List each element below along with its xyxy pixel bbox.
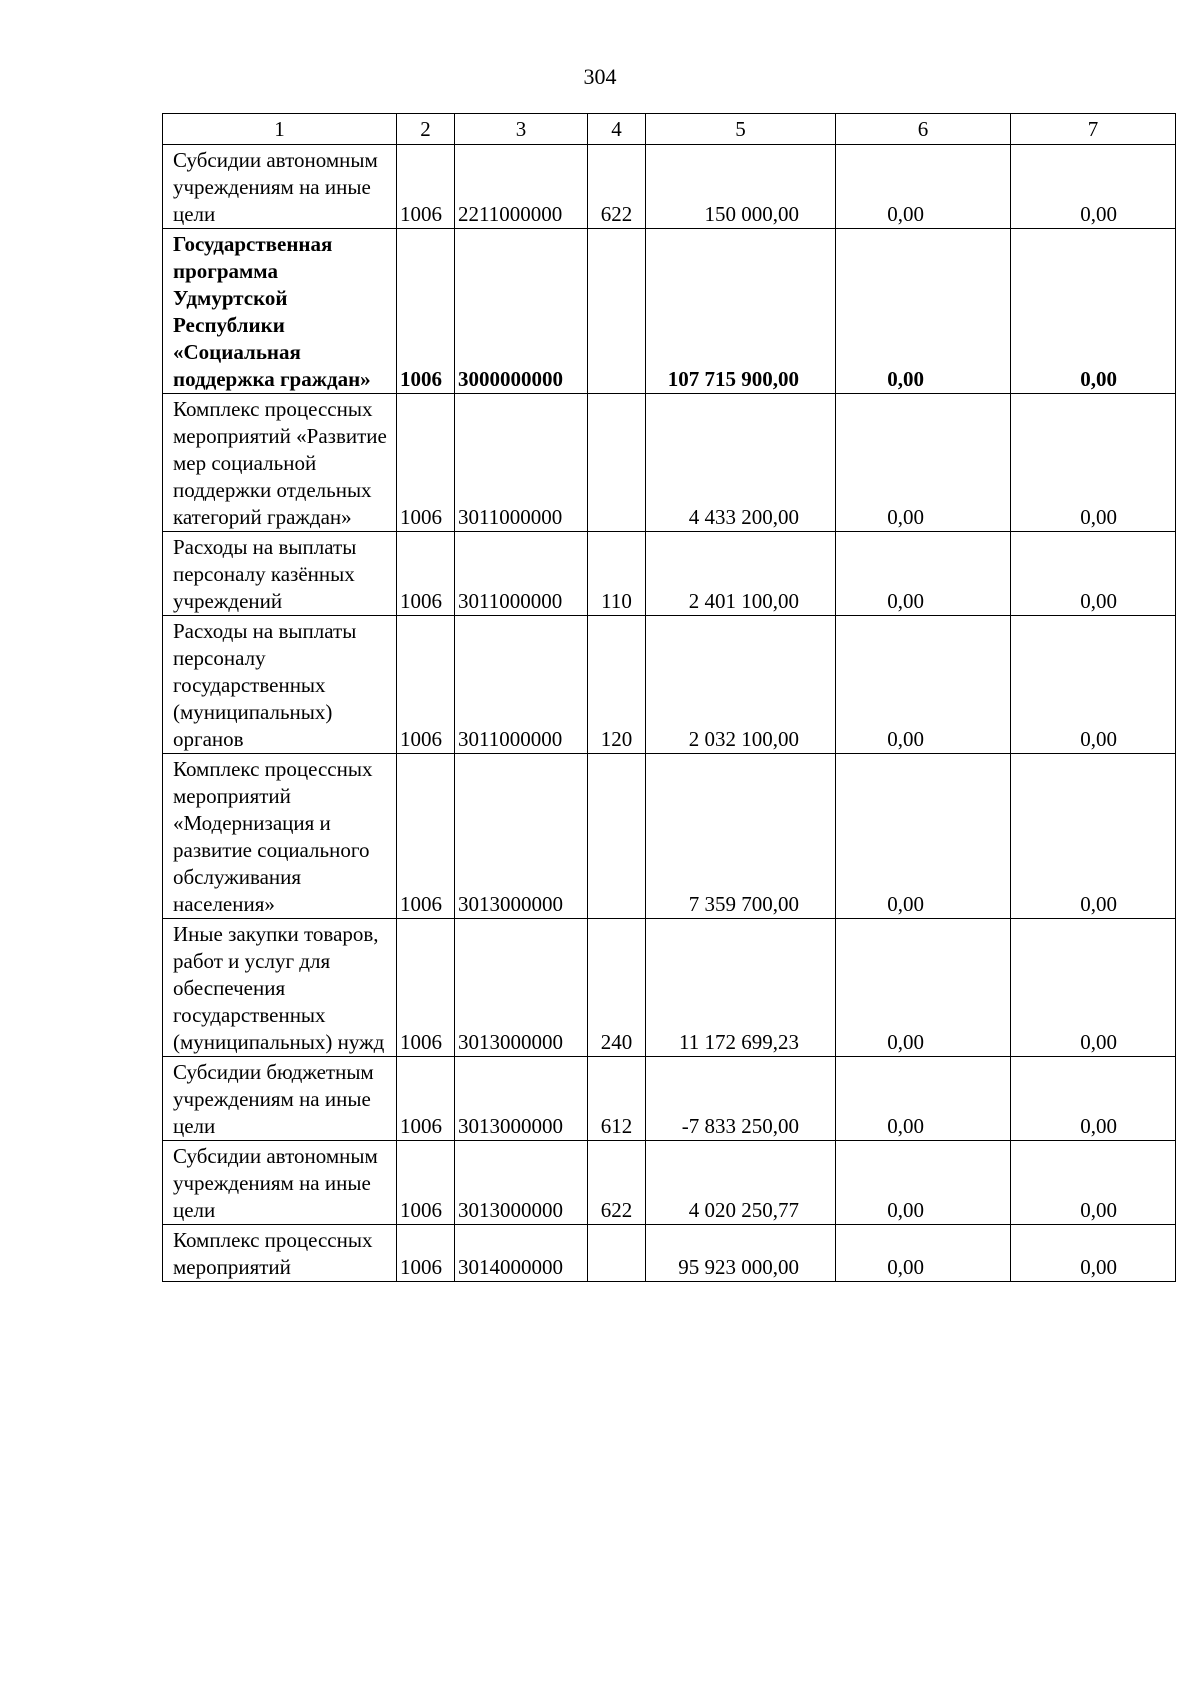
row-name: Комплекс процессных мероприятий «Развитие мер социальной поддержки отдельных категорий граждан» xyxy=(163,394,397,532)
row-target: 2211000000 xyxy=(455,145,588,229)
header-cell: 1 xyxy=(163,114,397,145)
row-target: 3011000000 xyxy=(455,532,588,616)
row-col5: 95 923 000,00 xyxy=(646,1225,836,1282)
row-target: 3011000000 xyxy=(455,394,588,532)
row-name: Комплекс процессных мероприятий xyxy=(163,1225,397,1282)
row-col6: 0,00 xyxy=(836,394,1011,532)
row-section: 1006 xyxy=(397,229,455,394)
table-row xyxy=(163,1225,1176,1282)
row-col6: 0,00 xyxy=(836,229,1011,394)
row-col7: 0,00 xyxy=(1011,1141,1176,1225)
header-cell: 6 xyxy=(836,114,1011,145)
table-row xyxy=(163,394,1176,532)
row-col6: 0,00 xyxy=(836,919,1011,1057)
header-cell: 2 xyxy=(397,114,455,145)
row-section: 1006 xyxy=(397,532,455,616)
row-col5: 2 401 100,00 xyxy=(646,532,836,616)
table-row xyxy=(163,532,1176,616)
row-section: 1006 xyxy=(397,1141,455,1225)
table-row xyxy=(163,1057,1176,1141)
row-col7: 0,00 xyxy=(1011,616,1176,754)
row-col5: -7 833 250,00 xyxy=(646,1057,836,1141)
row-target: 3013000000 xyxy=(455,1057,588,1141)
row-col5: 2 032 100,00 xyxy=(646,616,836,754)
row-target: 3014000000 xyxy=(455,1225,588,1282)
header-cell: 4 xyxy=(588,114,646,145)
row-col7: 0,00 xyxy=(1011,145,1176,229)
row-name: Расходы на выплаты персоналу казённых учреждений xyxy=(163,532,397,616)
table-row xyxy=(163,229,1176,394)
header-row xyxy=(163,114,1176,145)
row-type: 120 xyxy=(588,616,646,754)
row-name: Иные закупки товаров, работ и услуг для обеспечения государственных (муниципальных) нужд xyxy=(163,919,397,1057)
row-target: 3013000000 xyxy=(455,754,588,919)
row-col6: 0,00 xyxy=(836,1225,1011,1282)
header-cell: 7 xyxy=(1011,114,1176,145)
row-type xyxy=(588,229,646,394)
table-row xyxy=(163,616,1176,754)
row-col5: 107 715 900,00 xyxy=(646,229,836,394)
row-name: Субсидии бюджетным учреждениям на иные цели xyxy=(163,1057,397,1141)
row-col7: 0,00 xyxy=(1011,394,1176,532)
row-section: 1006 xyxy=(397,1057,455,1141)
row-section: 1006 xyxy=(397,754,455,919)
row-target: 3000000000 xyxy=(455,229,588,394)
row-type: 612 xyxy=(588,1057,646,1141)
page-number: 304 xyxy=(583,64,617,89)
row-type: 622 xyxy=(588,145,646,229)
row-col7: 0,00 xyxy=(1011,532,1176,616)
row-target: 3013000000 xyxy=(455,1141,588,1225)
row-name: Комплекс процессных мероприятий «Модернизация и развитие социального обслуживания населения» xyxy=(163,754,397,919)
row-type: 240 xyxy=(588,919,646,1057)
row-type xyxy=(588,394,646,532)
row-name: Субсидии автономным учреждениям на иные цели xyxy=(163,1141,397,1225)
header-cell: 3 xyxy=(455,114,588,145)
table-row xyxy=(163,919,1176,1057)
row-type xyxy=(588,754,646,919)
row-col7: 0,00 xyxy=(1011,229,1176,394)
row-section: 1006 xyxy=(397,145,455,229)
row-col7: 0,00 xyxy=(1011,754,1176,919)
table-row xyxy=(163,1141,1176,1225)
row-col6: 0,00 xyxy=(836,145,1011,229)
row-col6: 0,00 xyxy=(836,1141,1011,1225)
row-col5: 4 020 250,77 xyxy=(646,1141,836,1225)
row-name: Субсидии автономным учреждениям на иные цели xyxy=(163,145,397,229)
row-col5: 150 000,00 xyxy=(646,145,836,229)
row-section: 1006 xyxy=(397,394,455,532)
budget-table xyxy=(162,113,1176,1282)
row-col7: 0,00 xyxy=(1011,1057,1176,1141)
row-name: Государственная программа Удмуртской Республики «Социальная поддержка граждан» xyxy=(163,229,397,394)
row-target: 3013000000 xyxy=(455,919,588,1057)
header-cell: 5 xyxy=(646,114,836,145)
row-section: 1006 xyxy=(397,919,455,1057)
row-col7: 0,00 xyxy=(1011,1225,1176,1282)
row-section: 1006 xyxy=(397,616,455,754)
row-name: Расходы на выплаты персоналу государственных (муниципальных) органов xyxy=(163,616,397,754)
row-type: 622 xyxy=(588,1141,646,1225)
row-col5: 7 359 700,00 xyxy=(646,754,836,919)
row-col6: 0,00 xyxy=(836,1057,1011,1141)
table-row xyxy=(163,754,1176,919)
row-section: 1006 xyxy=(397,1225,455,1282)
row-col5: 11 172 699,23 xyxy=(646,919,836,1057)
row-col6: 0,00 xyxy=(836,532,1011,616)
row-col6: 0,00 xyxy=(836,616,1011,754)
row-target: 3011000000 xyxy=(455,616,588,754)
row-col7: 0,00 xyxy=(1011,919,1176,1057)
row-type: 110 xyxy=(588,532,646,616)
table-row xyxy=(163,145,1176,229)
row-col6: 0,00 xyxy=(836,754,1011,919)
row-col5: 4 433 200,00 xyxy=(646,394,836,532)
row-type xyxy=(588,1225,646,1282)
